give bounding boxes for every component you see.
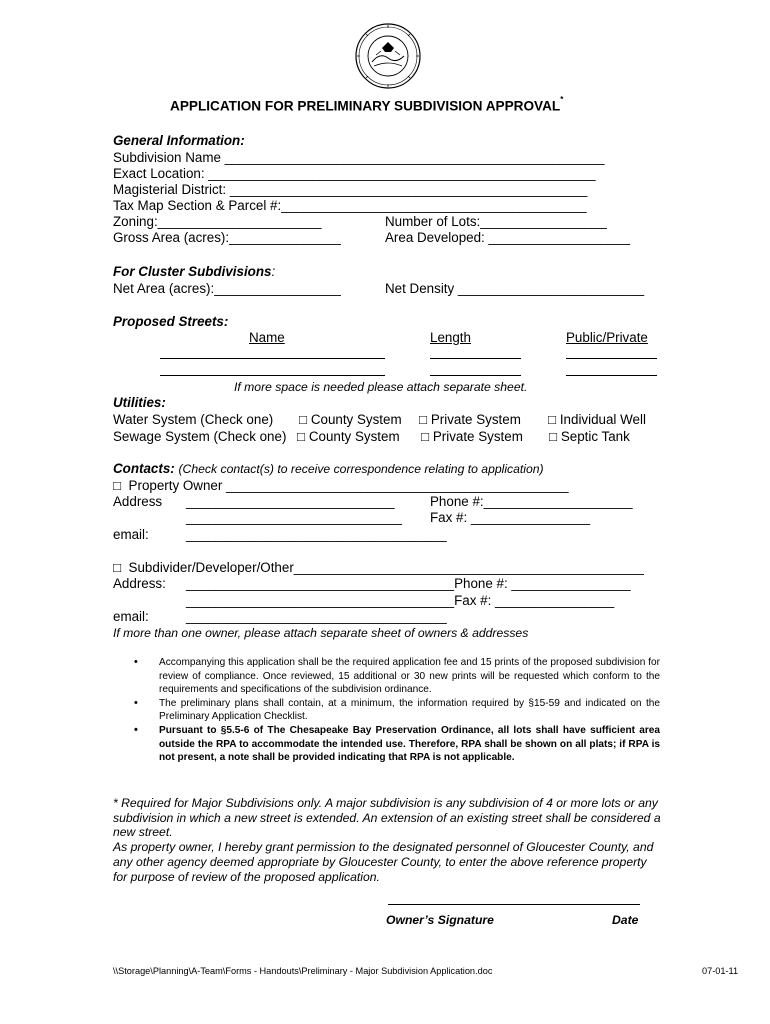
list-item: • The preliminary plans shall contain, at a minimum, the information required by §15-59 and indicated on the Preliminary Application Checklist. xyxy=(124,697,660,724)
water-system-label: Water System (Check one) xyxy=(113,412,274,427)
subdivider-email-label: email: xyxy=(113,609,149,624)
owner-phone-field[interactable]: Phone #:____________________ xyxy=(430,494,633,509)
sewage-septic-option[interactable]: □ Septic Tank xyxy=(549,429,630,444)
owner-fax-field[interactable]: Fax #: ________________ xyxy=(430,510,591,525)
water-private-option[interactable]: □ Private System xyxy=(419,412,521,427)
subdivider-address-line-2[interactable]: ____________________________________Fax #: ________________ xyxy=(186,593,615,608)
property-owner-field[interactable]: □ Property Owner ______________________________________________ xyxy=(113,478,569,493)
checkbox-icon[interactable]: □ xyxy=(548,412,557,427)
checkbox-icon[interactable]: □ xyxy=(419,412,428,427)
proposed-streets-heading: Proposed Streets: xyxy=(113,314,229,329)
page-title: APPLICATION FOR PRELIMINARY SUBDIVISION APPROVAL* xyxy=(170,95,564,114)
streets-note: If more space is needed please attach separate sheet. xyxy=(234,380,528,394)
exact-location-field[interactable]: Exact Location: ____________________________________________________ xyxy=(113,166,596,181)
requirements-list xyxy=(124,656,660,765)
footnote xyxy=(113,796,661,884)
list-item: • Accompanying this application shall be the required application fee and 15 prints of the proposed subdivision for review of compliance. Once reviewed, 15 additional or 30 new prints will be requested which conform to the requirements and specifications of the subdivision ordinance. xyxy=(124,656,660,697)
owner-signature-label: Owner’s Signature xyxy=(386,913,494,927)
checkbox-icon[interactable]: □ xyxy=(113,478,122,493)
sewage-private-option[interactable]: □ Private System xyxy=(421,429,523,444)
area-developed-field[interactable]: Area Developed: ___________________ xyxy=(385,230,630,245)
sewage-county-option[interactable]: □ County System xyxy=(297,429,400,444)
gross-area-field[interactable]: Gross Area (acres):_______________ xyxy=(113,230,341,245)
net-density-field[interactable]: Net Density _________________________ xyxy=(385,281,645,296)
number-of-lots-field[interactable]: Number of Lots:_________________ xyxy=(385,214,607,229)
water-individual-well-option[interactable]: □ Individual Well xyxy=(548,412,646,427)
revision-date: 07-01-11 xyxy=(702,966,739,976)
street-public-line-2[interactable] xyxy=(566,375,657,376)
general-information-heading: General Information: xyxy=(113,133,245,148)
date-label: Date xyxy=(612,913,639,927)
tax-map-field[interactable]: Tax Map Section & Parcel #:_________________________________________ xyxy=(113,198,587,213)
permission-statement: As property owner, I hereby grant permission to the designated personnel of Gloucester County, and any other agency deemed appropriate by Gloucester County, to enter the above reference property for purpose of review of the proposed application. xyxy=(113,840,654,884)
owner-address-line-1[interactable]: ____________________________ xyxy=(186,494,395,509)
subdivider-address-line-1[interactable]: ____________________________________Phone #: ________________ xyxy=(186,576,631,591)
checkbox-icon[interactable]: □ xyxy=(421,429,430,444)
checkbox-icon[interactable]: □ xyxy=(113,560,122,575)
multi-owner-note: If more than one owner, please attach separate sheet of owners & addresses xyxy=(113,626,529,640)
owner-email-label: email: xyxy=(113,527,149,542)
owner-address-label: Address xyxy=(113,494,163,509)
owner-address-line-2[interactable]: _____________________________ xyxy=(186,510,402,525)
street-public-private-column: Public/Private xyxy=(566,330,648,345)
checkbox-icon[interactable]: □ xyxy=(297,429,306,444)
owner-email-field[interactable]: ___________________________________ xyxy=(186,527,447,542)
checkbox-icon[interactable]: □ xyxy=(549,429,558,444)
sewage-system-label: Sewage System (Check one) xyxy=(113,429,287,444)
contacts-heading: Contacts: (Check contact(s) to receive correspondence relating to application) xyxy=(113,461,544,476)
subdivider-address-label: Address: xyxy=(113,576,166,591)
file-path: \\Storage\Planning\A-Team\Forms - Handouts\Preliminary - Major Subdivision Application.doc xyxy=(113,966,493,976)
street-name-line-1[interactable] xyxy=(160,358,385,359)
major-subdivision-note: * Required for Major Subdivisions only. A major subdivision is any subdivision of 4 or more lots or any subdivision in which a new street is extended. An extension of an existing street shall be considered a new street. xyxy=(113,796,661,840)
street-length-line-2[interactable] xyxy=(430,375,521,376)
subdivider-field[interactable]: □ Subdivider/Developer/Other_______________________________________________ xyxy=(113,560,644,575)
magisterial-district-field[interactable]: Magisterial District: ________________________________________________ xyxy=(113,182,588,197)
utilities-heading: Utilities: xyxy=(113,395,166,410)
street-length-column: Length xyxy=(430,330,471,345)
net-area-field[interactable]: Net Area (acres):_________________ xyxy=(113,281,341,296)
water-county-option[interactable]: □ County System xyxy=(299,412,402,427)
cluster-subdivisions-heading: For Cluster Subdivisions: xyxy=(113,264,276,279)
street-public-line-1[interactable] xyxy=(566,358,657,359)
zoning-field[interactable]: Zoning:______________________ xyxy=(113,214,322,229)
county-seal-icon xyxy=(354,22,422,90)
subdivision-name-field[interactable]: Subdivision Name ___________________________________________________ xyxy=(113,150,605,165)
street-length-line-1[interactable] xyxy=(430,358,521,359)
signature-line[interactable] xyxy=(388,904,640,905)
subdivider-email-field[interactable]: ___________________________________ xyxy=(186,609,447,624)
street-name-column: Name xyxy=(249,330,285,345)
list-item: • Pursuant to §5.5-6 of The Chesapeake Bay Preservation Ordinance, all lots shall have sufficient area outside the RPA to accommodate the intended use. Therefore, RPA shall be shown on all plats; if RPA is not present, a note shall be provided indicating that RPA is not applicable. xyxy=(124,724,660,765)
street-name-line-2[interactable] xyxy=(160,375,385,376)
checkbox-icon[interactable]: □ xyxy=(299,412,308,427)
